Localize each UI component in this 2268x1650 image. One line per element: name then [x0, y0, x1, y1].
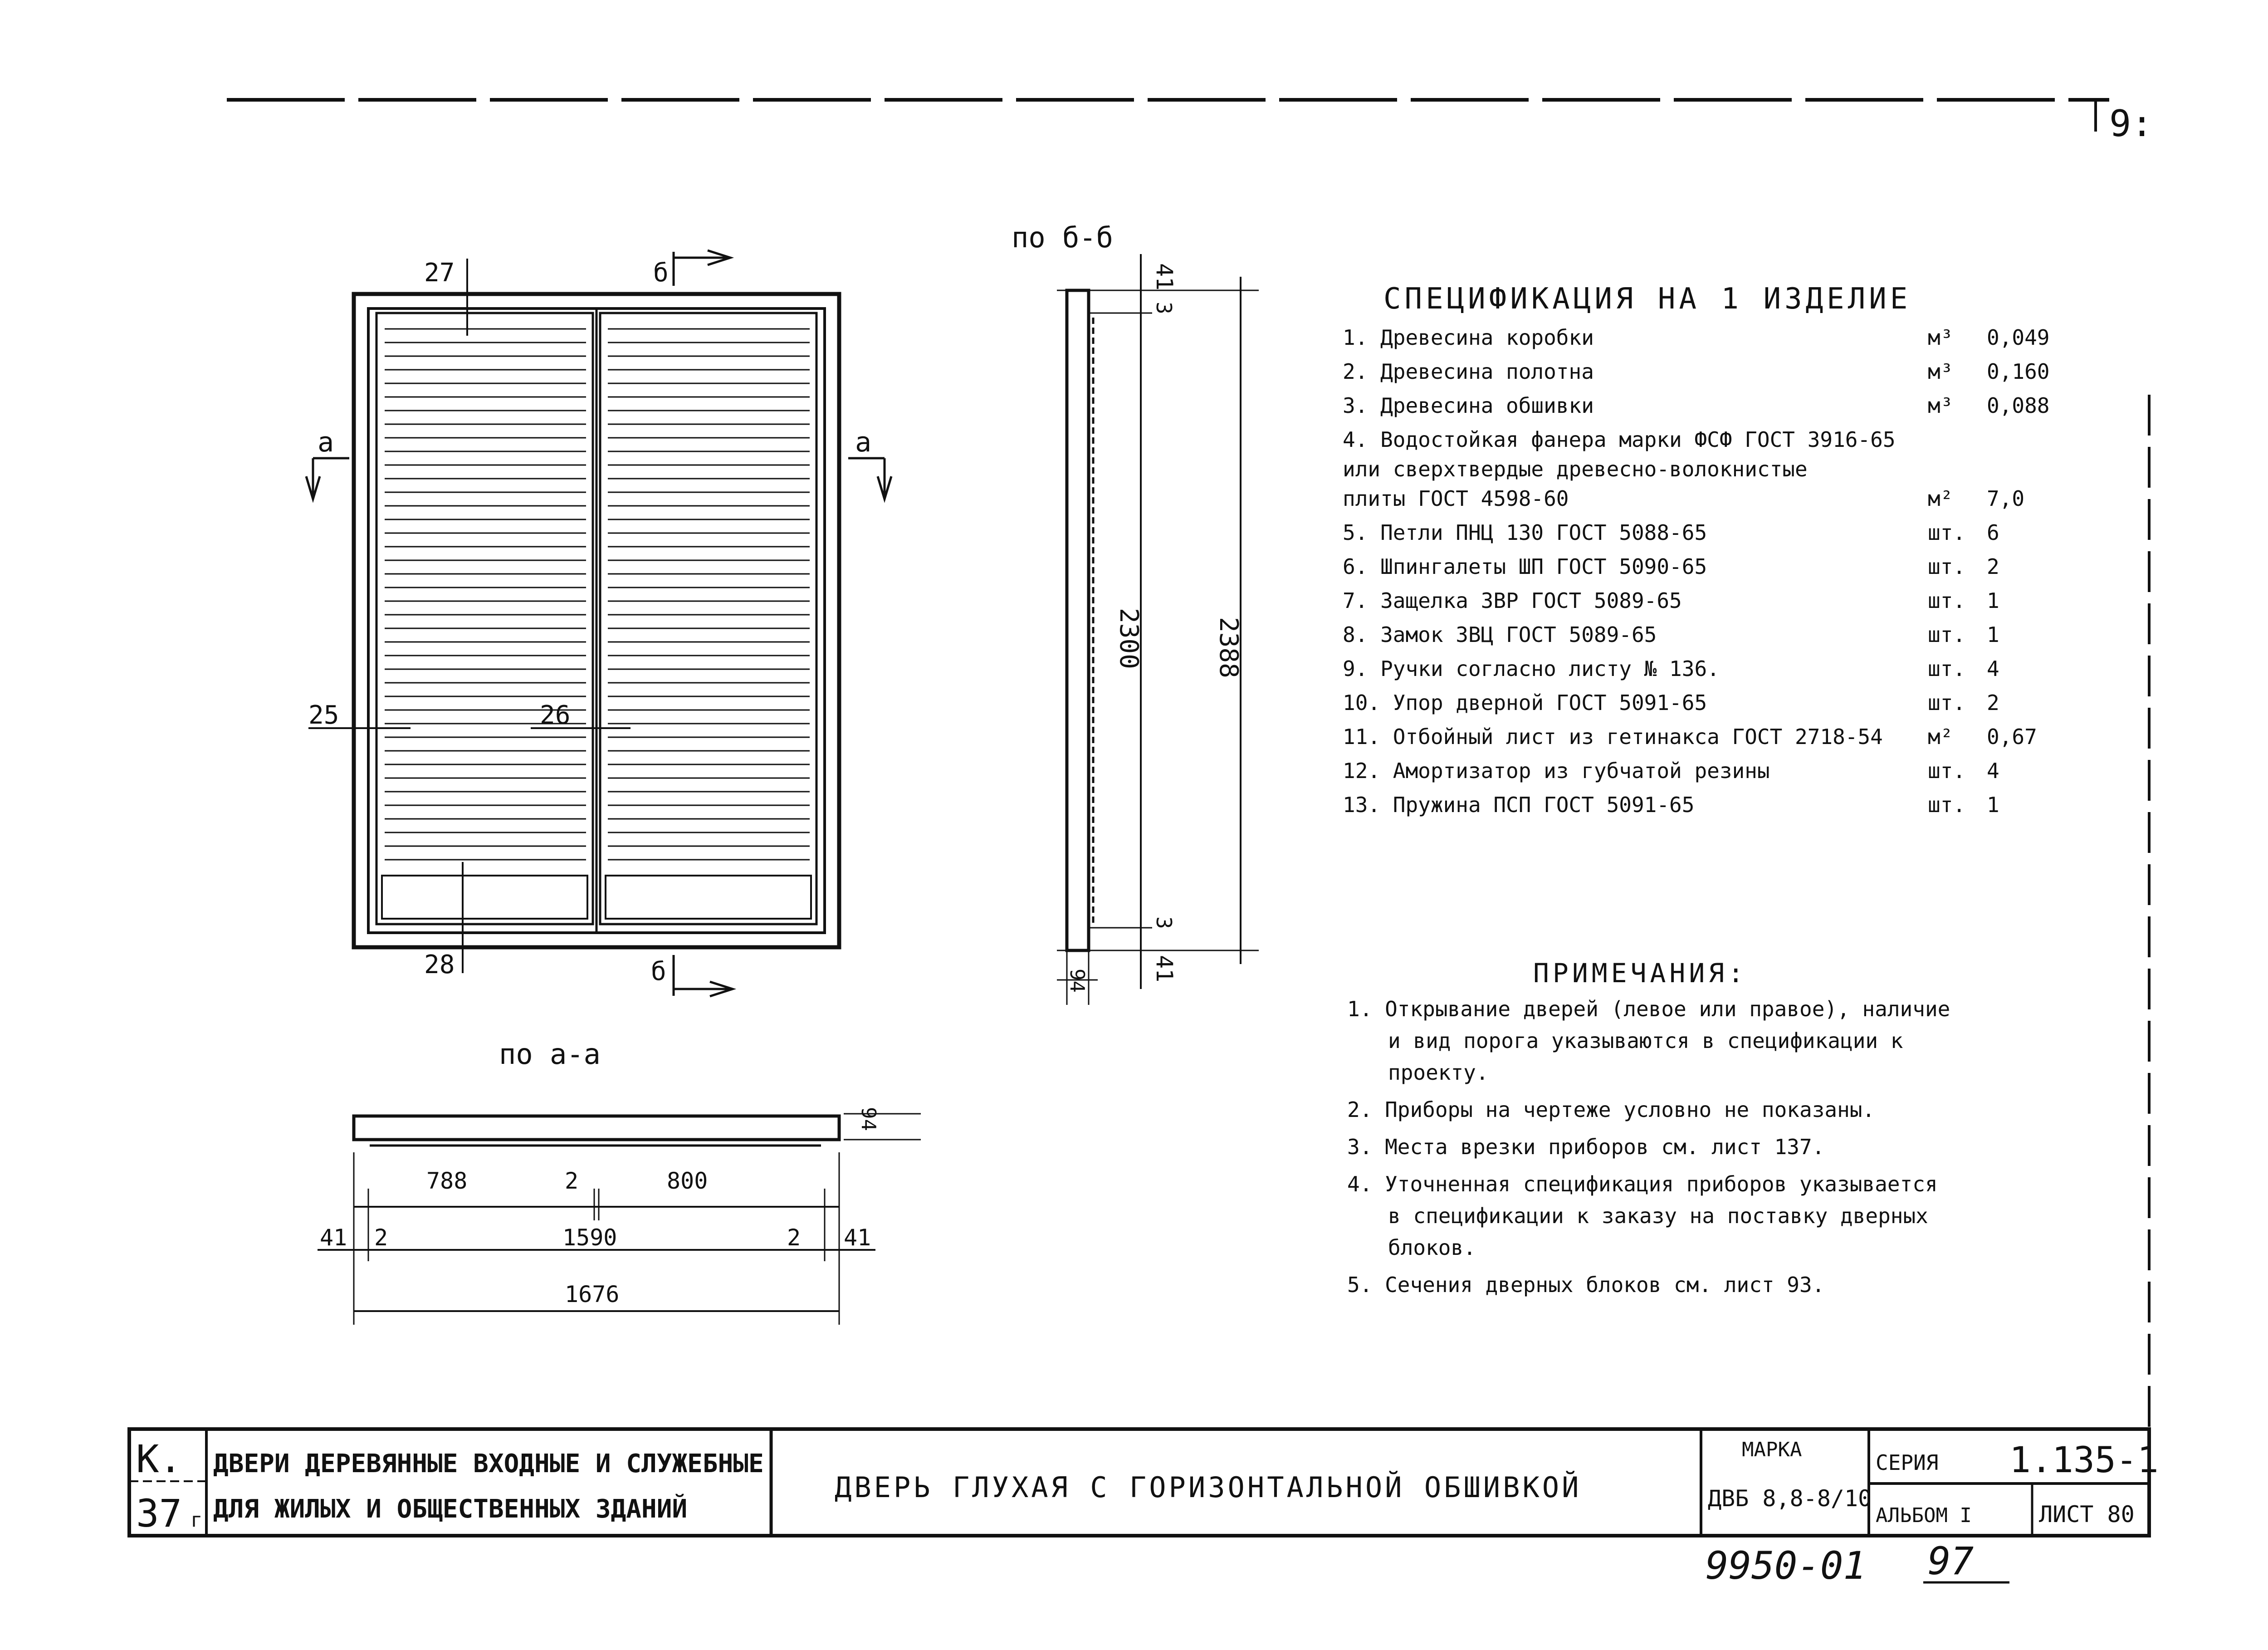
spec-item-name: 13. Пружина ПСП ГОСТ 5091-65	[1343, 793, 1695, 817]
bb-dim-top-inner: 3	[1152, 302, 1176, 314]
kick-plate-left	[382, 876, 587, 919]
kick-plate-right	[606, 876, 811, 919]
spec-item-qty: 1	[1987, 588, 1999, 613]
spec-item-name: 5. Петли ПНЦ 130 ГОСТ 5088-65	[1343, 520, 1707, 545]
aa-dim-edge-left: 41	[320, 1224, 347, 1251]
svg-text:б: б	[651, 957, 666, 986]
list-label: ЛИСТ 80	[2039, 1501, 2135, 1528]
marka-value: ДВБ 8,8-8/10	[1708, 1485, 1872, 1512]
note-line: 3. Места врезки приборов см. лист 137.	[1347, 1135, 1825, 1159]
aa-dim-gap-right: 2	[787, 1224, 801, 1251]
seria-value: 1.135-1	[2009, 1440, 2159, 1481]
svg-text:а: а	[318, 426, 334, 458]
door-elevation	[306, 250, 891, 996]
sheet-number: 9:	[2109, 103, 2153, 145]
spec-item-qty: 0,67	[1987, 725, 2037, 749]
spec-item-unit: шт.	[1928, 690, 1966, 715]
note-line: 5. Сечения дверных блоков см. лист 93.	[1347, 1273, 1825, 1297]
aa-dim-thickness: 94	[857, 1107, 880, 1131]
callout-26: 26	[540, 700, 571, 730]
spec-item-name: 8. Замок ЗВЦ ГОСТ 5089-65	[1343, 622, 1657, 647]
spec-item-unit: м²	[1928, 725, 1953, 749]
aa-dim-gap: 2	[565, 1168, 579, 1194]
spec-item-qty: 0,160	[1987, 359, 2050, 384]
specification	[1343, 282, 2049, 817]
bb-dim-bottom: 41	[1151, 955, 1178, 983]
callout-28: 28	[424, 950, 455, 979]
spec-item-name: 10. Упор дверной ГОСТ 5091-65	[1343, 690, 1707, 715]
spec-item-unit: шт.	[1928, 656, 1966, 681]
spec-item-unit: шт.	[1928, 520, 1966, 545]
spec-item-name: 12. Амортизатор из губчатой резины	[1343, 759, 1770, 783]
spec-item-name: или сверхтвердые древесно-волокнистые	[1343, 457, 1808, 481]
spec-item-qty: 1	[1987, 793, 1999, 817]
section-bb-title: по б-б	[1012, 221, 1113, 254]
spec-item-unit: шт.	[1928, 759, 1966, 783]
spec-item-qty: 1	[1987, 622, 1999, 647]
section-bb	[1012, 221, 1259, 1005]
bb-dim-inner: 2300	[1114, 608, 1144, 669]
note-line: 2. Приборы на чертеже условно не показаны.	[1347, 1097, 1875, 1122]
aa-dim-left-leaf: 788	[426, 1168, 468, 1194]
cut-mark-b-top	[653, 250, 730, 288]
group-line1: ДВЕРИ ДЕРЕВЯННЫЕ ВХОДНЫЕ И СЛУЖЕБНЫЕ	[213, 1449, 764, 1479]
spec-item-name: плиты ГОСТ 4598-60	[1343, 486, 1569, 511]
cut-mark-a-left	[306, 426, 349, 499]
aa-dim-inner: 1590	[562, 1224, 617, 1251]
aa-dim-edge-right: 41	[844, 1224, 871, 1251]
side-k: К.	[136, 1437, 182, 1481]
bb-dim-top: 41	[1151, 263, 1178, 291]
page-number: 97	[1928, 1539, 1974, 1583]
aa-dim-overall: 1676	[565, 1281, 620, 1307]
callout-27: 27	[424, 258, 455, 288]
note-line: 4. Уточненная спецификация приборов указывается	[1347, 1172, 1938, 1196]
spec-item-name: 9. Ручки согласно листу № 136.	[1343, 656, 1720, 681]
spec-item-qty: 4	[1987, 759, 1999, 783]
spec-item-name: 6. Шпингалеты ШП ГОСТ 5090-65	[1343, 554, 1707, 579]
spec-item-unit: шт.	[1928, 588, 1966, 613]
spec-item-qty: 2	[1987, 690, 1999, 715]
spec-item-name: 4. Водостойкая фанера марки ФСФ ГОСТ 3916-65	[1343, 427, 1896, 452]
aa-dim-gap-left: 2	[374, 1224, 388, 1251]
cut-mark-a-right	[848, 426, 891, 499]
bb-dim-bottom-inner: 3	[1152, 916, 1176, 929]
album-label: АЛЬБОМ I	[1876, 1504, 1972, 1527]
spec-item-unit: шт.	[1928, 622, 1966, 647]
section-aa-title: по а-а	[499, 1038, 601, 1071]
spec-item-name: 3. Древесина обшивки	[1343, 393, 1594, 418]
spec-item-unit: м³	[1928, 325, 1953, 350]
title-block	[129, 1429, 2159, 1536]
bb-dim-overall: 2388	[1214, 617, 1243, 678]
side-sub: г	[191, 1508, 203, 1532]
group-line2: ДЛЯ ЖИЛЫХ И ОБЩЕСТВЕННЫХ ЗДАНИЙ	[213, 1494, 688, 1524]
note-line: проекту.	[1388, 1060, 1489, 1085]
section-aa-profile	[354, 1116, 839, 1140]
notes	[1347, 958, 1950, 1297]
spec-item-unit: м³	[1928, 393, 1953, 418]
section-aa	[318, 1038, 921, 1325]
spec-item-unit: шт.	[1928, 554, 1966, 579]
seria-label: СЕРИЯ	[1876, 1450, 1939, 1475]
spec-title: СПЕЦИФИКАЦИЯ НА 1 ИЗДЕЛИЕ	[1383, 282, 1911, 316]
spec-item-qty: 0,088	[1987, 393, 2050, 418]
spec-item-name: 1. Древесина коробки	[1343, 325, 1594, 350]
side-num: 37	[136, 1491, 182, 1536]
spec-item-qty: 2	[1987, 554, 1999, 579]
spec-item-qty: 0,049	[1987, 325, 2050, 350]
spec-item-name: 7. Защелка ЗВР ГОСТ 5089-65	[1343, 588, 1682, 613]
spec-item-unit: шт.	[1928, 793, 1966, 817]
aa-dim-right-leaf: 800	[667, 1168, 708, 1194]
spec-item-name: 2. Древесина полотна	[1343, 359, 1594, 384]
svg-text:а: а	[855, 426, 872, 458]
callout-25: 25	[308, 700, 339, 730]
note-line: и вид порога указываются в спецификации к	[1388, 1028, 1903, 1053]
archive-number: 9950-01	[1706, 1543, 1867, 1588]
spec-item-qty: 4	[1987, 656, 1999, 681]
note-line: в спецификации к заказу на поставку дверных	[1388, 1204, 1928, 1228]
note-line: 1. Открывание дверей (левое или правое), наличие	[1347, 997, 1950, 1021]
spec-item-qty: 7,0	[1987, 486, 2025, 511]
bb-dim-thickness: 94	[1066, 969, 1089, 993]
svg-text:б: б	[653, 258, 669, 288]
spec-item-unit: м³	[1928, 359, 1953, 384]
notes-title: ПРИМЕЧАНИЯ:	[1533, 958, 1748, 989]
cut-mark-b-bottom	[651, 955, 733, 996]
marka-label: МАРКА	[1742, 1438, 1802, 1461]
note-line: блоков.	[1388, 1235, 1476, 1260]
spec-item-qty: 6	[1987, 520, 1999, 545]
spec-item-unit: м²	[1928, 486, 1953, 511]
drawing-title: ДВЕРЬ ГЛУХАЯ С ГОРИЗОНТАЛЬНОЙ ОБШИВКОЙ	[835, 1471, 1582, 1504]
section-bb-profile	[1067, 290, 1089, 950]
spec-item-name: 11. Отбойный лист из гетинакса ГОСТ 2718-54	[1343, 725, 1883, 749]
